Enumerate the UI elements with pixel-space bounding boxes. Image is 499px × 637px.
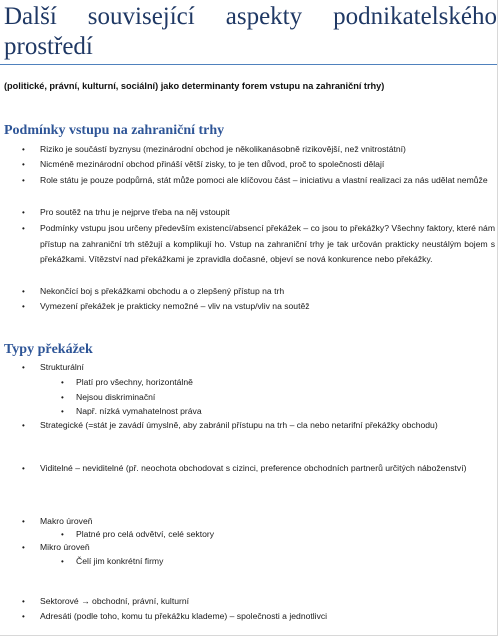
bullet-icon: •	[61, 557, 64, 566]
bullet-icon: •	[22, 176, 25, 185]
bullet-icon: •	[22, 597, 25, 606]
bullet-icon: •	[22, 160, 25, 169]
bullet-icon: •	[22, 363, 25, 372]
document-page: Další související aspekty podnikatelského prostředí (politické, právní, kulturní, sociální) jako determinanty forem vstupu na zahraniční trhy) Podmínky vstupu na zahraniční trhy • Riziko je součástí byznysu (mezinárodní obchod je několikanásobně rizikovější, než vnitrostátní) • Nicméně mezinárodní obchod přináší větší zisky, to je ten důvod, proč to společnosti dělají • Role státu je pouze podpůrná, stát může pomoci ale klíčovou část – iniciativu a vlastní realizaci za nás udělat nemůže • Pro soutěž na trhu je nejprve třeba na něj vstoupit • Podmínky vstupu jsou určeny především existencí/absencí překážek – co jsou to překážky? Všechny faktory, které nám přístup na zahraniční trh stěžují a komplikují ho. Vstup na zahraniční trhy je tak určován prakticky neustálým bojem s překážkami. Vítězství nad překážkami je zpravidla dočasné, objeví se nová konkurence nebo překážky. • Nekončící boj s překážkami obchodu a o zlepšený přístup na trh • Vymezení překážek je prakticky nemožné – vliv na vstup/vliv na soutěž Typy překážek • Strukturální • Platí pro všechny, horizontálně • Nejsou diskriminační • Např. nízká vymahatelnost práva • Strategické (=stát je zavádí úmyslně, aby zabránil přístupu na trh – cla nebo netarifní překážky obchodu) • Viditelné – neviditelné (př. neochota obchodovat s cizinci, preference obchodních partnerů určitých náboženství) • Makro úroveň • Platné pro celá odvětví, celé sektory • Mikro úroveň • Čelí jim konkrétní firmy • Sektorové → obchodní, právní, kulturní • Adresáti (podle toho, komu tu překážku klademe) – společnosti a jednotlivci	[0, 0, 498, 636]
document-subtitle: (politické, právní, kulturní, sociální) jako determinanty forem vstupu na zahraniční trhy)	[4, 81, 385, 91]
bullet-icon: •	[22, 464, 25, 473]
bullet-icon: •	[61, 378, 64, 387]
bullet-icon: •	[61, 393, 64, 402]
document-title: Další související aspekty podnikatelského prostředí	[4, 3, 497, 60]
section-heading-entry-conditions: Podmínky vstupu na zahraniční trhy	[4, 123, 225, 138]
bullet-icon: •	[22, 543, 25, 552]
bullet-icon: •	[22, 208, 25, 217]
bullet-icon: •	[22, 145, 25, 154]
bullet-icon: •	[22, 224, 25, 233]
bullet-icon: •	[22, 287, 25, 296]
bullet-icon: •	[61, 530, 64, 539]
bullet-icon: •	[22, 517, 25, 526]
title-divider	[0, 64, 497, 65]
bullet-icon: •	[22, 612, 25, 621]
bullet-icon: •	[22, 421, 25, 430]
bullet-icon: •	[61, 407, 64, 416]
section-heading-barrier-types: Typy překážek	[4, 342, 93, 357]
bullet-icon: •	[22, 302, 25, 311]
